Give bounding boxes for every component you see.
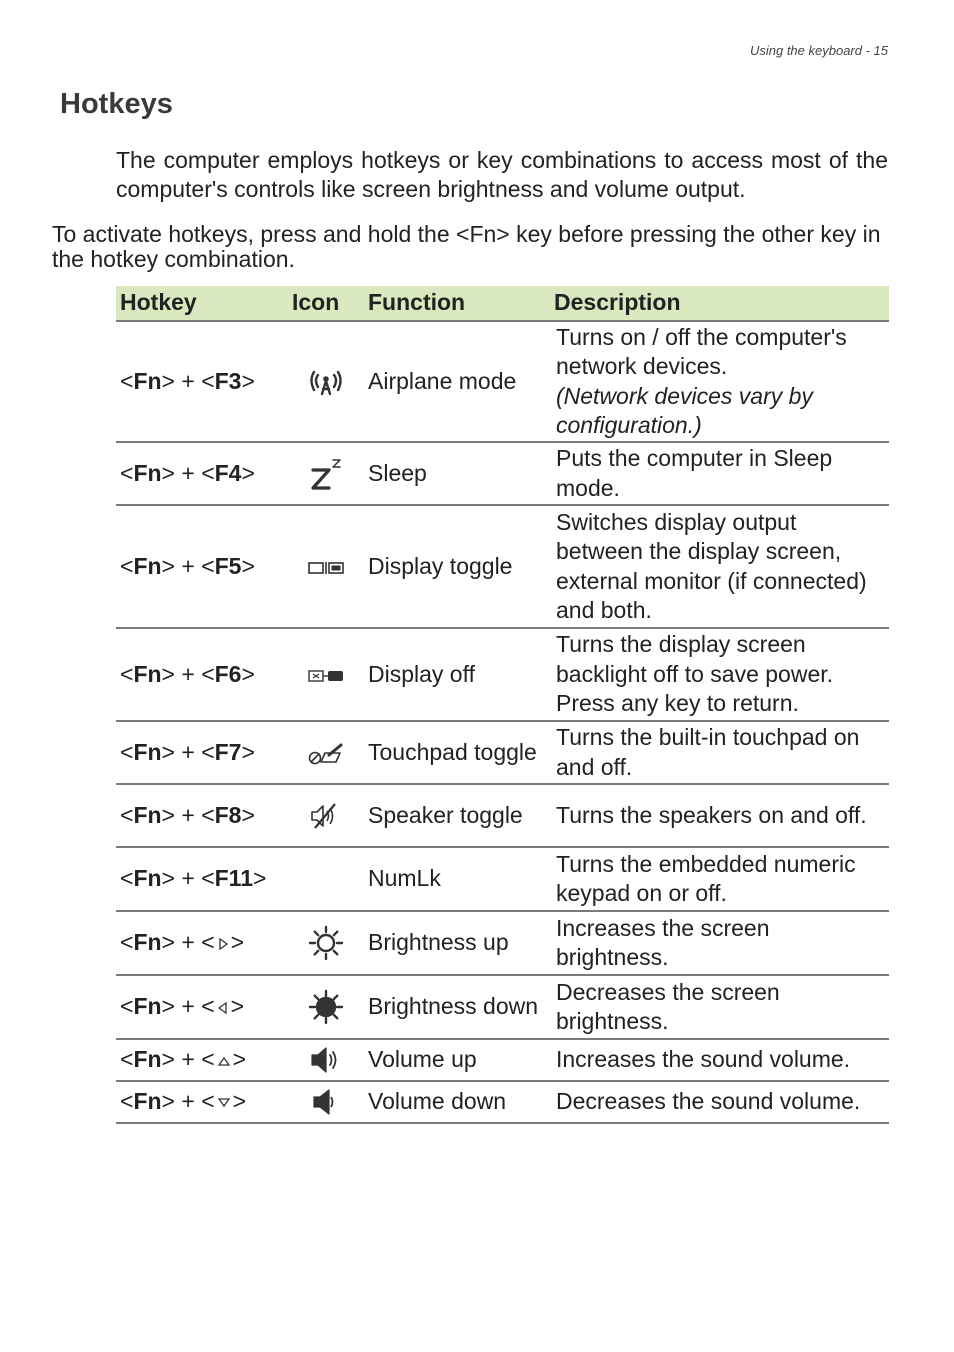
- function-key: F7: [214, 738, 242, 765]
- function-cell: NumLk: [364, 847, 550, 911]
- description-cell: Turns the speakers on and off.: [550, 784, 889, 847]
- column-header-hotkey: Hotkey: [116, 286, 288, 321]
- icon-cell: [288, 975, 364, 1039]
- table-row: [116, 1039, 889, 1081]
- touchpad-toggle-icon: [307, 741, 345, 767]
- description-cell: Increases the screen brightness.: [550, 911, 889, 975]
- description-cell: Increases the sound volume.: [550, 1039, 889, 1081]
- description-cell: Turns the display screen backlight off to save power. Press any key to return.: [550, 628, 889, 721]
- table-row: [116, 784, 889, 847]
- airplane-mode-icon: [307, 368, 345, 396]
- function-key: F4: [214, 459, 242, 486]
- table-row: [116, 1081, 889, 1123]
- hotkey-cell: <Fn> + <F11>: [116, 847, 288, 911]
- function-key: F11: [214, 865, 253, 892]
- activation-paragraph: To activate hotkeys, press and hold the <Fn> key before pressing the other key in the hotkey combination.: [52, 221, 881, 272]
- fn-key: Fn: [133, 993, 162, 1020]
- table-row: [116, 505, 889, 628]
- display-toggle-icon: [308, 561, 344, 575]
- hotkey-cell: <Fn> + <F3>: [116, 321, 288, 442]
- icon-cell: [288, 628, 364, 721]
- icon-cell: [288, 442, 364, 505]
- icon-cell: [288, 784, 364, 847]
- column-header-description: Description: [550, 286, 889, 321]
- hotkey-cell: <Fn> + < >: [116, 911, 288, 975]
- hotkey-cell: <Fn> + <F4>: [116, 442, 288, 505]
- hotkey-table: [116, 286, 889, 1124]
- function-cell: Brightness down: [364, 975, 550, 1039]
- function-cell: Touchpad toggle: [364, 721, 550, 784]
- table-row: [116, 847, 889, 911]
- table-row: [116, 721, 889, 784]
- function-cell: Sleep: [364, 442, 550, 505]
- icon-cell: [288, 1081, 364, 1123]
- icon-cell: [288, 721, 364, 784]
- icon-cell: [288, 505, 364, 628]
- fn-key: Fn: [133, 929, 162, 956]
- function-cell: Airplane mode: [364, 321, 550, 442]
- fn-key: Fn: [133, 1046, 162, 1073]
- hotkey-cell: <Fn> + <F8>: [116, 784, 288, 847]
- function-cell: Speaker toggle: [364, 784, 550, 847]
- icon-cell: [288, 1039, 364, 1081]
- function-cell: Volume up: [364, 1039, 550, 1081]
- description-note: (Network devices vary by configuration.): [556, 382, 813, 438]
- hotkey-cell: <Fn> + <F7>: [116, 721, 288, 784]
- display-off-icon: [308, 669, 344, 683]
- brightness-down-icon: [308, 989, 344, 1025]
- sleep-icon: [309, 456, 343, 492]
- table-header-row: [116, 286, 889, 321]
- description-cell: Puts the computer in Sleep mode.: [550, 442, 889, 505]
- description-text: Turns on / off the computer's network devices.: [556, 323, 847, 379]
- icon-cell: [288, 847, 364, 911]
- hotkey-cell: <Fn> + < >: [116, 975, 288, 1039]
- description-cell: Decreases the sound volume.: [550, 1081, 889, 1123]
- hotkey-cell: <Fn> + <F5>: [116, 505, 288, 628]
- fn-key: Fn: [133, 367, 162, 394]
- description-cell: Switches display output between the display screen, external monitor (if connected) and both.: [550, 505, 889, 628]
- speaker-toggle-icon: [309, 801, 343, 831]
- description-cell: [550, 321, 889, 442]
- arrow-down-icon: [217, 1097, 231, 1109]
- volume-up-icon: [309, 1045, 343, 1075]
- volume-down-icon: [309, 1087, 343, 1117]
- description-cell: Turns the built-in touchpad on and off.: [550, 721, 889, 784]
- hotkey-cell: <Fn> + < >: [116, 1081, 288, 1123]
- intro-paragraph: The computer employs hotkeys or key combinations to access most of the computer's controls like screen brightness and volume output.: [116, 147, 888, 202]
- brightness-up-icon: [308, 925, 344, 961]
- function-key: F8: [214, 801, 242, 828]
- description-cell: Turns the embedded numeric keypad on or off.: [550, 847, 889, 911]
- function-cell: Volume down: [364, 1081, 550, 1123]
- table-row: [116, 628, 889, 721]
- fn-key: Fn: [133, 459, 162, 486]
- function-cell: Display toggle: [364, 505, 550, 628]
- function-key: F6: [214, 660, 242, 687]
- fn-key: Fn: [133, 801, 162, 828]
- icon-cell: [288, 911, 364, 975]
- section-title: Hotkeys: [60, 88, 173, 120]
- fn-key: Fn: [133, 738, 162, 765]
- description-cell: Decreases the screen brightness.: [550, 975, 889, 1039]
- fn-key: Fn: [133, 865, 162, 892]
- table-row: [116, 321, 889, 442]
- column-header-icon: Icon: [288, 286, 364, 321]
- function-key: F3: [214, 367, 242, 394]
- arrow-right-icon: [217, 937, 229, 951]
- fn-key: Fn: [133, 552, 162, 579]
- fn-key: Fn: [133, 1088, 162, 1115]
- fn-key: Fn: [133, 660, 162, 687]
- arrow-up-icon: [217, 1055, 231, 1067]
- hotkey-cell: <Fn> + < >: [116, 1039, 288, 1081]
- column-header-function: Function: [364, 286, 550, 321]
- function-cell: Brightness up: [364, 911, 550, 975]
- function-cell: Display off: [364, 628, 550, 721]
- hotkey-cell: <Fn> + <F6>: [116, 628, 288, 721]
- table-row: [116, 442, 889, 505]
- table-row: [116, 975, 889, 1039]
- table-row: [116, 911, 889, 975]
- function-key: F5: [214, 552, 242, 579]
- arrow-left-icon: [217, 1001, 229, 1015]
- running-head: Using the keyboard - 15: [749, 43, 888, 58]
- icon-cell: [288, 321, 364, 442]
